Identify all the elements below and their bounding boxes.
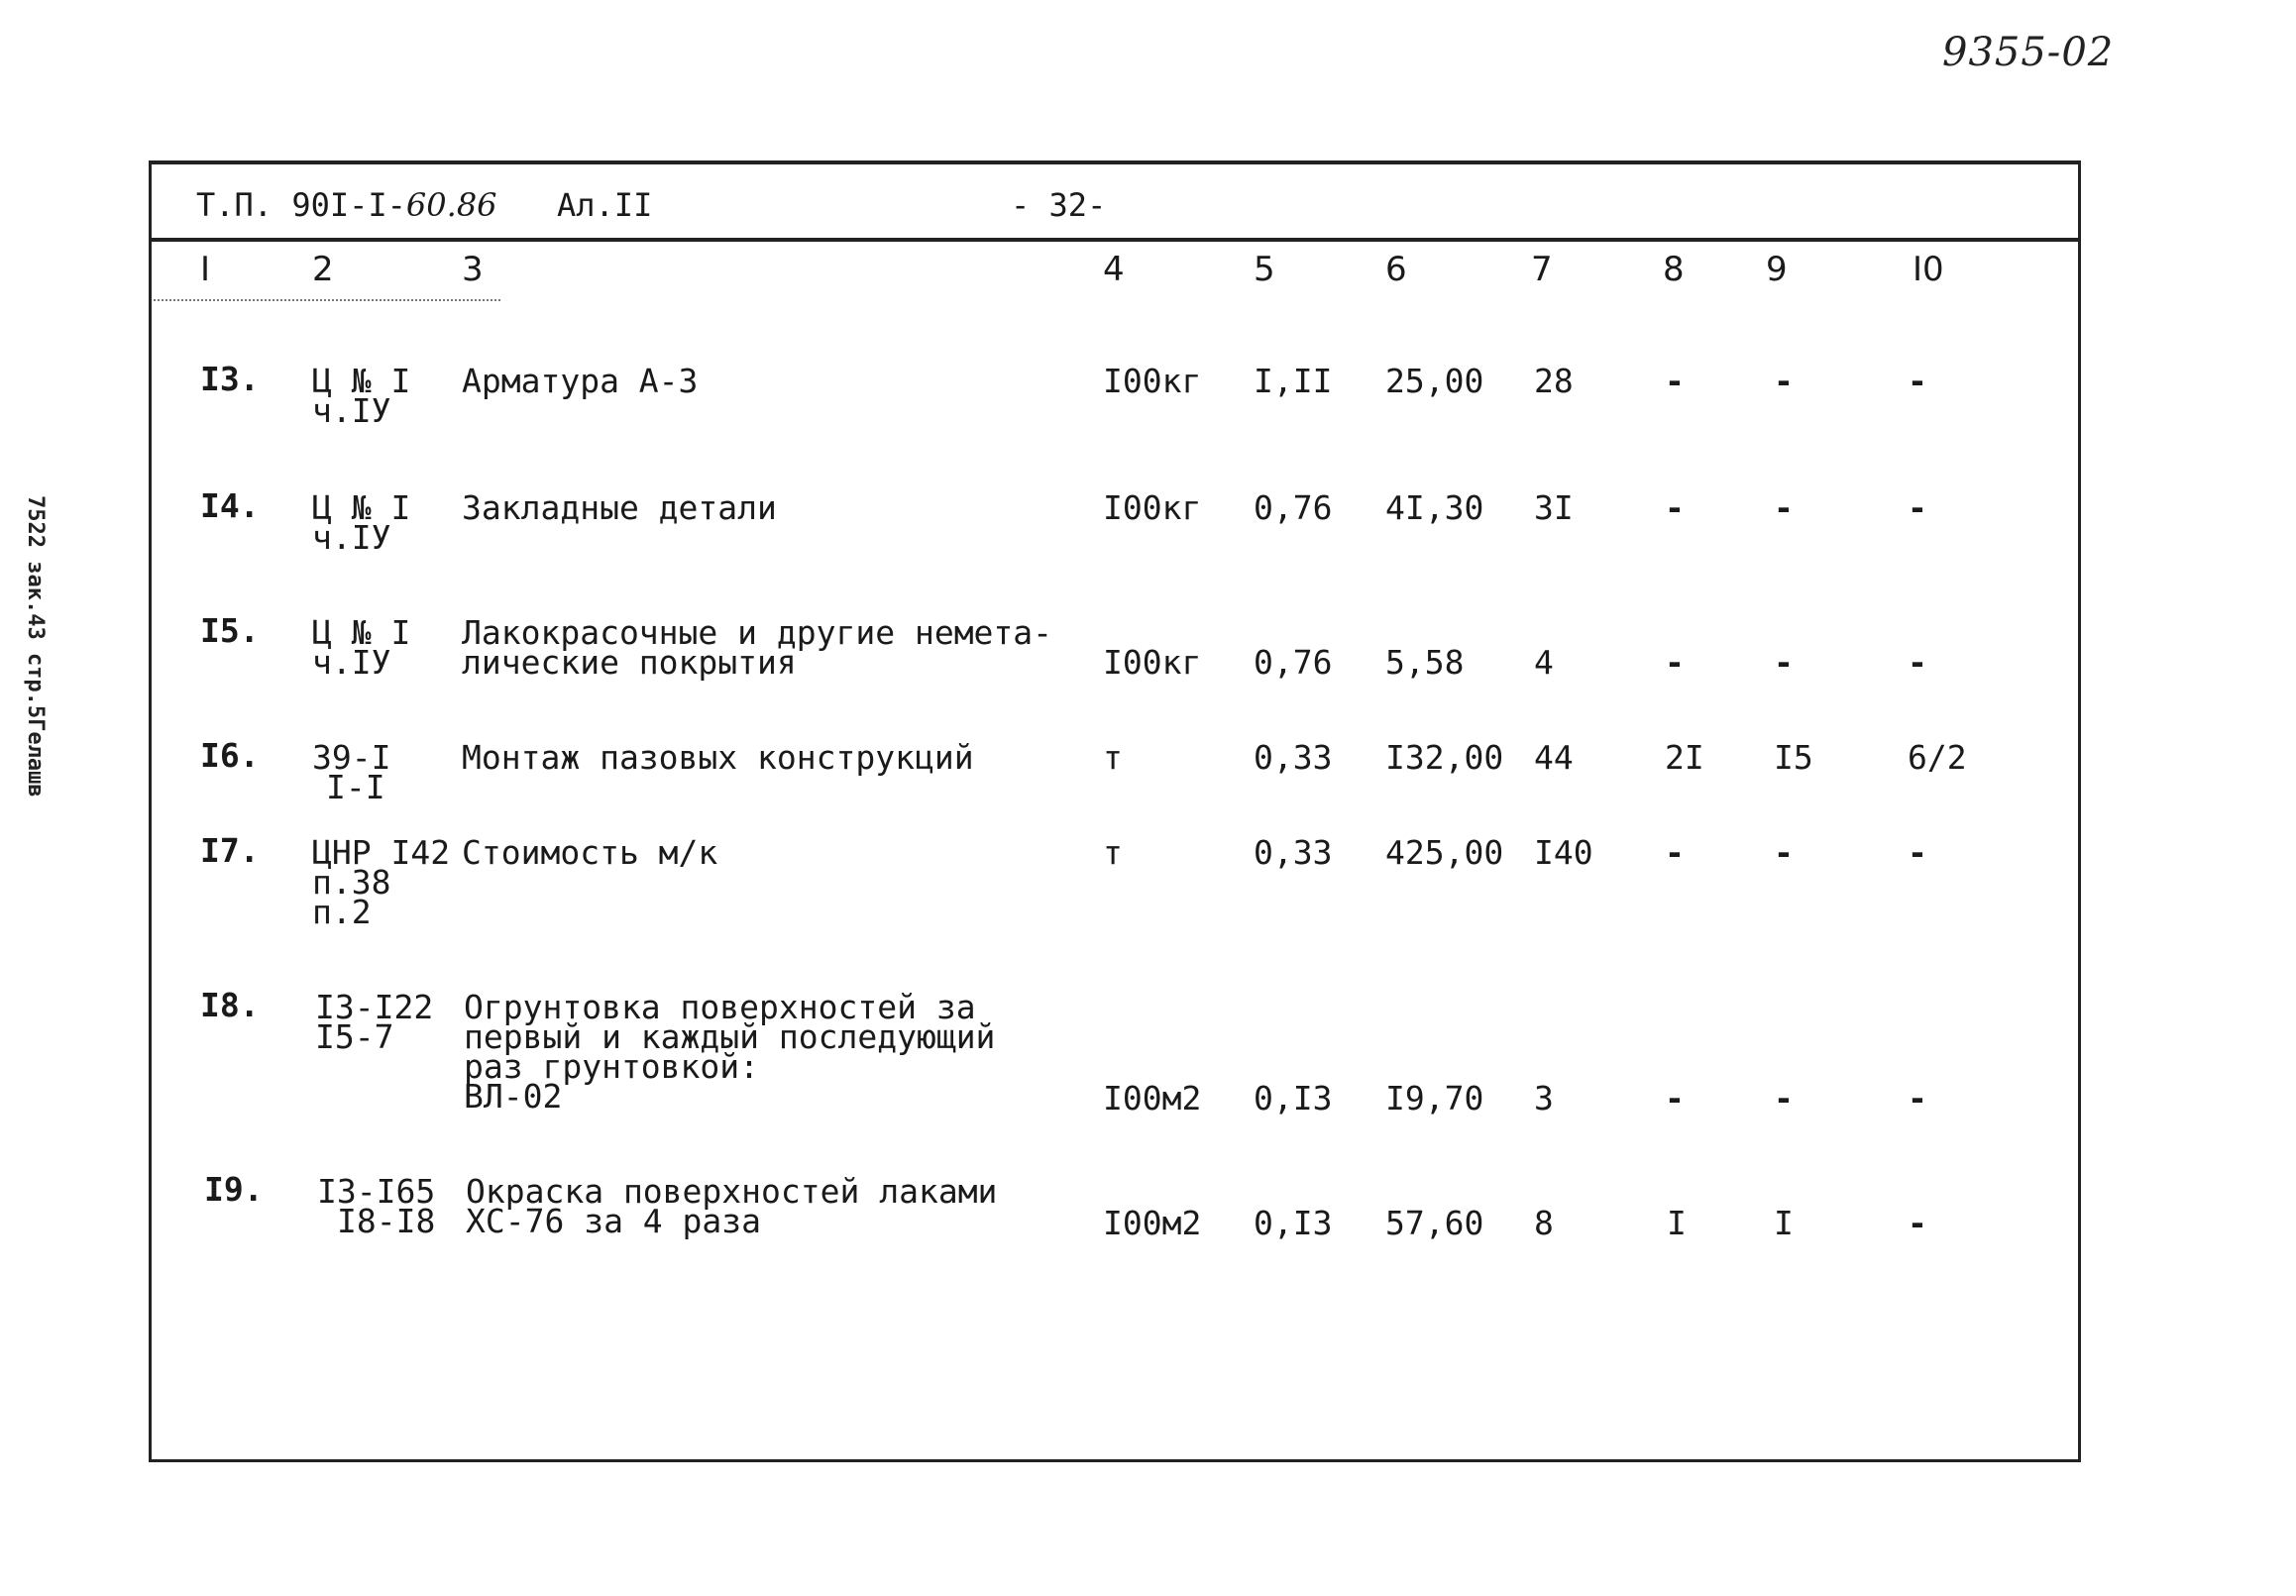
page-number: - 32- — [1011, 186, 1107, 224]
table-frame — [149, 160, 2081, 1462]
row-col10: - — [1908, 488, 1927, 527]
row-col6: 57,60 — [1385, 1204, 1484, 1242]
row-col5: I,II — [1254, 362, 1333, 400]
col-header-9: 9 — [1766, 250, 1788, 289]
row-col10: - — [1908, 1204, 1927, 1242]
row-unit: I00м2 — [1103, 1204, 1202, 1242]
row-col8: - — [1665, 833, 1685, 872]
row-col10: 6/2 — [1908, 738, 1967, 777]
row-col6: 25,00 — [1385, 362, 1484, 400]
row-col9: I5 — [1774, 738, 1813, 777]
row-col7: 4 — [1534, 643, 1554, 682]
row-col6: 4I,30 — [1385, 488, 1484, 527]
row-col7: 8 — [1534, 1204, 1554, 1242]
row-col7: 3I — [1534, 488, 1574, 527]
row-col8: - — [1665, 1079, 1685, 1117]
row-number: I5. — [200, 611, 260, 650]
row-name: Окраска поверхностей лаками ХС-76 за 4 раза — [466, 1172, 998, 1240]
doc-header-prefix: Т.П. 90I-I- — [196, 186, 406, 224]
side-note: 7522 зак.43 стр.5Гелашв — [23, 495, 48, 798]
col-header-5: 5 — [1254, 250, 1275, 289]
doc-header-handwritten: 60.86 — [405, 186, 497, 224]
row-col9: - — [1774, 488, 1794, 527]
row-name: Закладные детали — [462, 488, 777, 527]
row-code: Ц № I ч.IУ — [312, 613, 411, 682]
row-col6: I32,00 — [1385, 738, 1504, 777]
row-col5: 0,I3 — [1254, 1204, 1333, 1242]
row-col9: - — [1774, 833, 1794, 872]
row-unit: I00кг — [1103, 362, 1202, 400]
row-unit: I00м2 — [1103, 1079, 1202, 1117]
row-col8: I — [1667, 1204, 1687, 1242]
row-col6: I9,70 — [1385, 1079, 1484, 1117]
row-col9: I — [1774, 1204, 1794, 1242]
col-header-3: 3 — [462, 250, 484, 289]
header-divider — [149, 238, 2081, 242]
row-number: I3. — [200, 360, 260, 398]
row-number: I6. — [200, 736, 260, 775]
col-header-2: 2 — [312, 250, 334, 289]
row-col10: - — [1908, 833, 1927, 872]
row-col7: 28 — [1534, 362, 1574, 400]
row-col9: - — [1774, 643, 1794, 682]
row-name: Стоимость м/к — [462, 833, 718, 872]
col-header-1: I — [200, 250, 211, 289]
row-col5: 0,I3 — [1254, 1079, 1333, 1117]
row-col10: - — [1908, 362, 1927, 400]
row-number: I9. — [204, 1170, 264, 1209]
row-col8: - — [1665, 488, 1685, 527]
row-name: Огрунтовка поверхностей за первый и каждый последующий раз грунтовкой: ВЛ-02 — [464, 988, 996, 1116]
row-unit: т — [1103, 738, 1123, 777]
row-col8: - — [1665, 362, 1685, 400]
row-unit: т — [1103, 833, 1123, 872]
row-name: Лакокрасочные и другие немета- лические покрытия — [462, 613, 1053, 682]
row-number: I8. — [200, 986, 260, 1024]
doc-header-code — [196, 186, 497, 224]
row-col5: 0,76 — [1254, 488, 1333, 527]
col-header-10: I0 — [1913, 250, 1944, 289]
col-header-6: 6 — [1385, 250, 1407, 289]
row-code: I3-I65 I8-I8 — [317, 1172, 436, 1240]
row-code: Ц № I ч.IУ — [312, 362, 411, 430]
album-label: Ал.II — [557, 186, 653, 224]
col-header-8: 8 — [1663, 250, 1685, 289]
row-col6: 5,58 — [1385, 643, 1465, 682]
row-col5: 0,33 — [1254, 833, 1333, 872]
row-name: Арматура А-3 — [462, 362, 699, 400]
row-number: I4. — [200, 486, 260, 525]
row-col9: - — [1774, 1079, 1794, 1117]
row-col7: 44 — [1534, 738, 1574, 777]
row-code: ЦНР I42 п.38 п.2 — [312, 833, 451, 931]
row-unit: I00кг — [1103, 643, 1202, 682]
col-header-7: 7 — [1531, 250, 1553, 289]
row-col5: 0,33 — [1254, 738, 1333, 777]
row-col10: - — [1908, 1079, 1927, 1117]
row-col8: - — [1665, 643, 1685, 682]
row-col8: 2I — [1665, 738, 1704, 777]
row-code: I3-I22 I5-7 — [315, 988, 434, 1056]
row-col10: - — [1908, 643, 1927, 682]
row-col6: 425,00 — [1385, 833, 1504, 872]
row-col7: I40 — [1534, 833, 1593, 872]
row-code: Ц № I ч.IУ — [312, 488, 411, 557]
row-unit: I00кг — [1103, 488, 1202, 527]
row-code: 39-I I-I — [312, 738, 391, 806]
column-header-divider — [154, 299, 500, 301]
row-col7: 3 — [1534, 1079, 1554, 1117]
row-col9: - — [1774, 362, 1794, 400]
row-name: Монтаж пазовых конструкций — [462, 738, 974, 777]
row-number: I7. — [200, 831, 260, 870]
col-header-4: 4 — [1103, 250, 1125, 289]
row-col5: 0,76 — [1254, 643, 1333, 682]
document-number: 9355-02 — [1942, 30, 2115, 75]
